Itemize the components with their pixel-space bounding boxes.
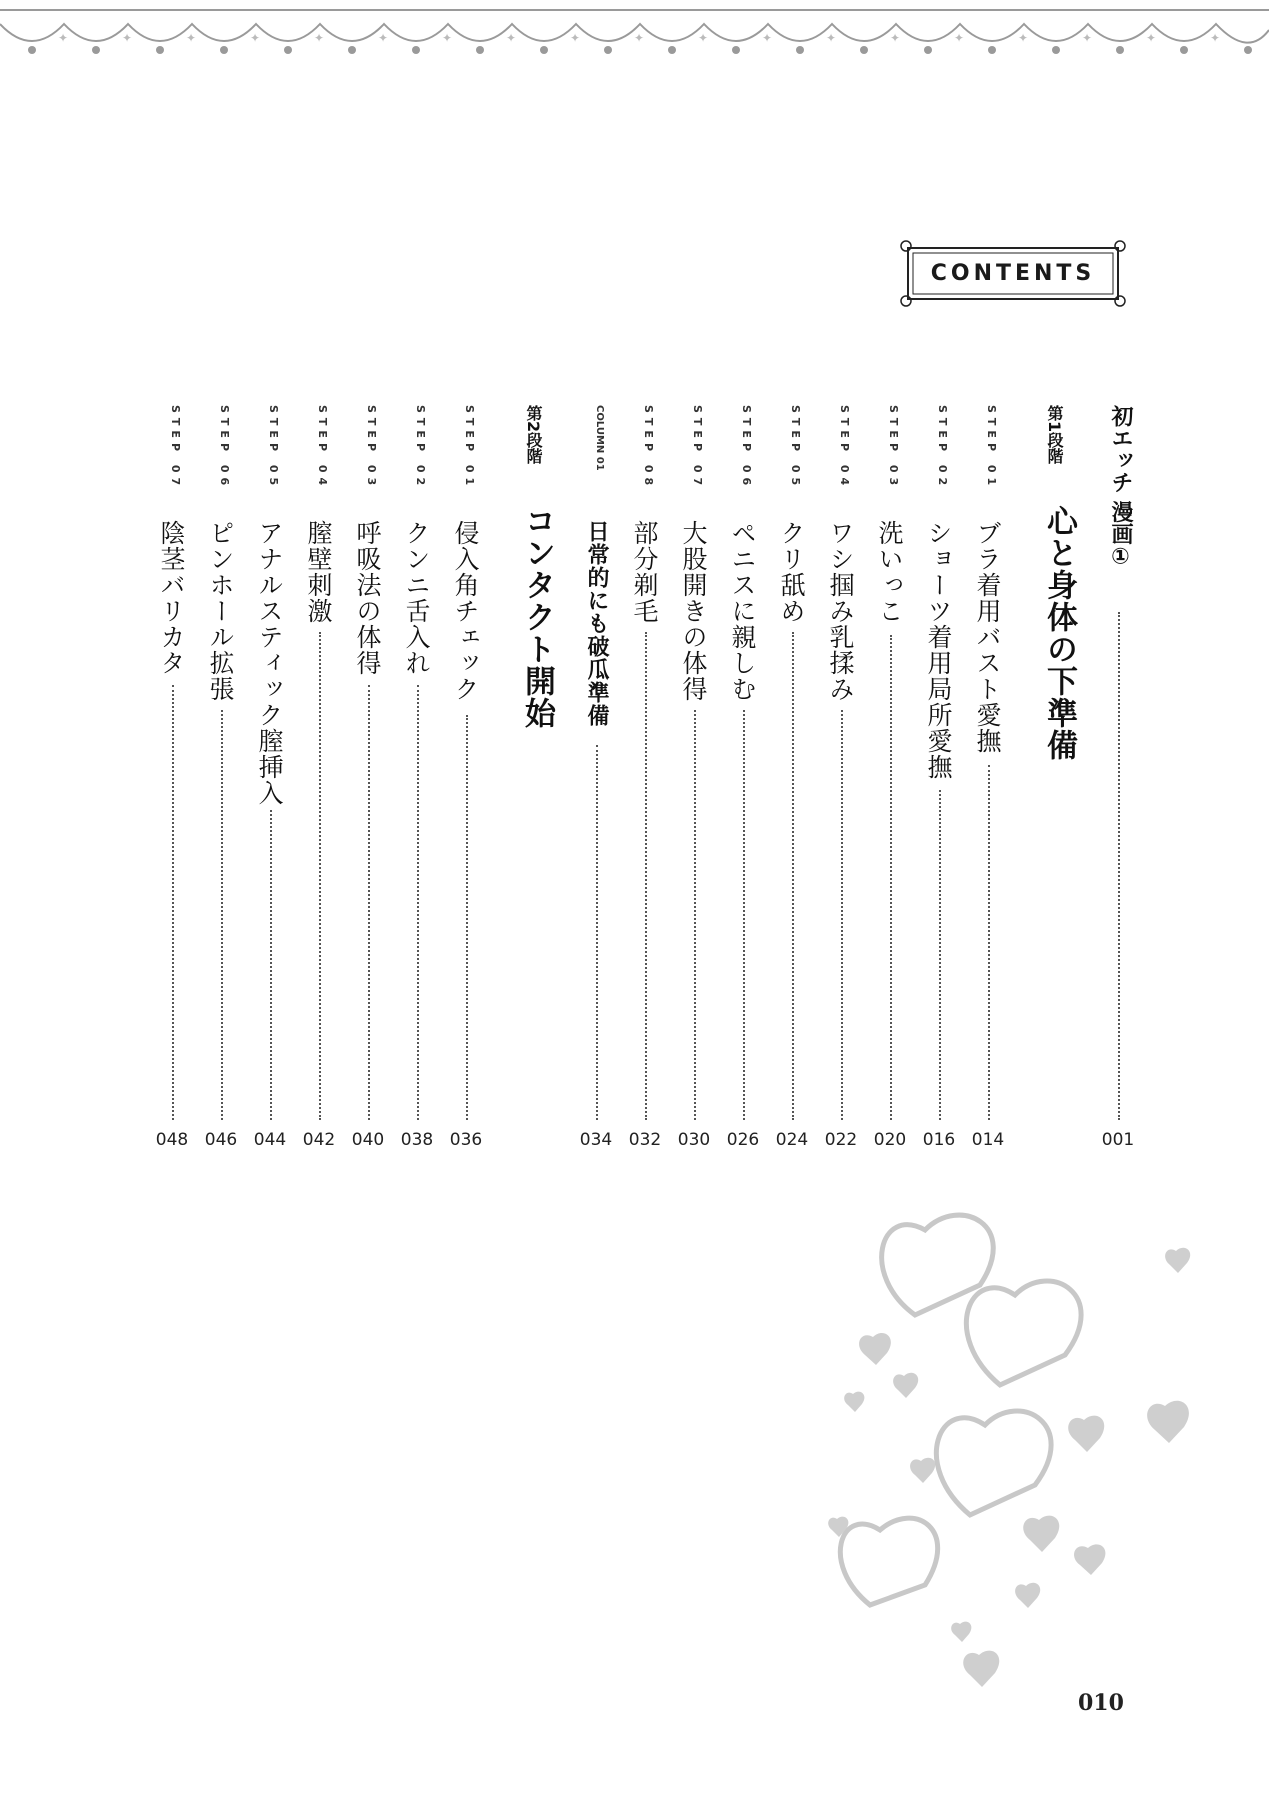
- entry-title: 呼吸法の体得: [353, 520, 382, 676]
- dotted-leader: [172, 685, 174, 1120]
- svg-text:✦: ✦: [378, 31, 389, 45]
- svg-text:✦: ✦: [314, 31, 325, 45]
- entry-title: 膣壁刺激: [304, 520, 333, 624]
- step-label: STEP 01: [985, 405, 998, 491]
- entry-page: 042: [302, 1130, 336, 1150]
- entry-title: ブラ着用バスト愛撫: [973, 520, 1002, 754]
- entry-page: 036: [449, 1130, 483, 1150]
- dotted-leader: [743, 710, 745, 1120]
- svg-text:✦: ✦: [122, 31, 133, 45]
- svg-text:✦: ✦: [1082, 31, 1093, 45]
- entry-page: 014: [971, 1130, 1005, 1150]
- column-title: 日常的にも破瓜準備: [584, 520, 609, 727]
- step-label: STEP 03: [887, 405, 900, 491]
- entry-page: 044: [253, 1130, 287, 1150]
- entry-title: 侵入角チェック: [451, 520, 480, 702]
- entry-title: ペニスに親しむ: [728, 520, 757, 702]
- svg-text:✦: ✦: [186, 31, 197, 45]
- contents-header: [898, 240, 1128, 307]
- entry-page: 040: [351, 1130, 385, 1150]
- entry-title: 大股開きの体得: [679, 520, 708, 702]
- entry-title: 陰茎バリカタ: [157, 520, 186, 676]
- entry-page: 032: [628, 1130, 662, 1150]
- column-label: COLUMN 01: [594, 405, 605, 471]
- step-label: STEP 05: [267, 405, 280, 491]
- lace-border-icon: [0, 0, 1269, 70]
- dotted-leader: [466, 715, 468, 1120]
- contents-title: CONTENTS: [930, 261, 1096, 286]
- step-label: STEP 02: [414, 405, 427, 491]
- dotted-leader: [792, 632, 794, 1120]
- entry-title: クリ舐め: [777, 520, 806, 624]
- hearts-cluster-icon: [820, 1175, 1240, 1695]
- stage1-title: 心と身体の下準備: [1041, 505, 1077, 761]
- dotted-leader: [319, 632, 321, 1120]
- dotted-leader: [939, 790, 941, 1120]
- entry-title: アナルスティック膣挿入: [255, 520, 284, 806]
- step-label: STEP 08: [642, 405, 655, 491]
- dotted-leader: [221, 710, 223, 1120]
- svg-text:✦: ✦: [1146, 31, 1157, 45]
- step-label: STEP 05: [789, 405, 802, 491]
- entry-page: 038: [400, 1130, 434, 1150]
- entry-page: 030: [677, 1130, 711, 1150]
- dotted-leader: [417, 685, 419, 1120]
- intro-page: 001: [1101, 1130, 1135, 1150]
- intro-title: 初エッチ 漫画①: [1108, 405, 1133, 570]
- stage2-title: コンタクト開始: [519, 505, 555, 729]
- entry-page: 020: [873, 1130, 907, 1150]
- svg-text:✦: ✦: [58, 31, 69, 45]
- entry-page: 024: [775, 1130, 809, 1150]
- step-label: STEP 03: [365, 405, 378, 491]
- dotted-leader: [368, 685, 370, 1120]
- step-label: STEP 04: [316, 405, 329, 491]
- svg-text:✦: ✦: [634, 31, 645, 45]
- column-page: 034: [579, 1130, 613, 1150]
- entry-page: 016: [922, 1130, 956, 1150]
- svg-text:✦: ✦: [1210, 31, 1221, 45]
- svg-text:✦: ✦: [826, 31, 837, 45]
- dotted-leader: [890, 635, 892, 1120]
- dotted-leader: [988, 765, 990, 1120]
- dotted-leader: [270, 810, 272, 1120]
- step-label: STEP 06: [740, 405, 753, 491]
- entry-page: 048: [155, 1130, 189, 1150]
- svg-text:✦: ✦: [506, 31, 517, 45]
- entry-title: 洗いっこ: [875, 520, 904, 624]
- svg-text:✦: ✦: [442, 31, 453, 45]
- entry-title: ショーツ着用局所愛撫: [924, 520, 953, 780]
- entry-title: 部分剃毛: [630, 520, 659, 624]
- dotted-leader: [841, 710, 843, 1120]
- svg-text:✦: ✦: [954, 31, 965, 45]
- svg-text:✦: ✦: [250, 31, 261, 45]
- svg-text:✦: ✦: [570, 31, 581, 45]
- dotted-leader: [694, 710, 696, 1120]
- page-number: 010: [1078, 1690, 1124, 1716]
- stage1-label: 第1段階: [1045, 405, 1064, 465]
- stage2-label: 第2段階: [524, 405, 543, 465]
- step-label: STEP 07: [169, 405, 182, 491]
- dotted-leader: [596, 745, 598, 1120]
- entry-title: ピンホール拡張: [206, 520, 235, 702]
- svg-text:✦: ✦: [1018, 31, 1029, 45]
- entry-page: 026: [726, 1130, 760, 1150]
- step-label: STEP 02: [936, 405, 949, 491]
- step-label: STEP 01: [463, 405, 476, 491]
- entry-title: クンニ舌入れ: [402, 520, 431, 676]
- entry-title: ワシ掴み乳揉み: [826, 520, 855, 702]
- svg-text:✦: ✦: [762, 31, 773, 45]
- dotted-leader: [1118, 612, 1120, 1120]
- entry-page: 022: [824, 1130, 858, 1150]
- step-label: STEP 04: [838, 405, 851, 491]
- dotted-leader: [645, 632, 647, 1120]
- entry-page: 046: [204, 1130, 238, 1150]
- step-label: STEP 07: [691, 405, 704, 491]
- step-label: STEP 06: [218, 405, 231, 491]
- svg-text:✦: ✦: [890, 31, 901, 45]
- svg-text:✦: ✦: [698, 31, 709, 45]
